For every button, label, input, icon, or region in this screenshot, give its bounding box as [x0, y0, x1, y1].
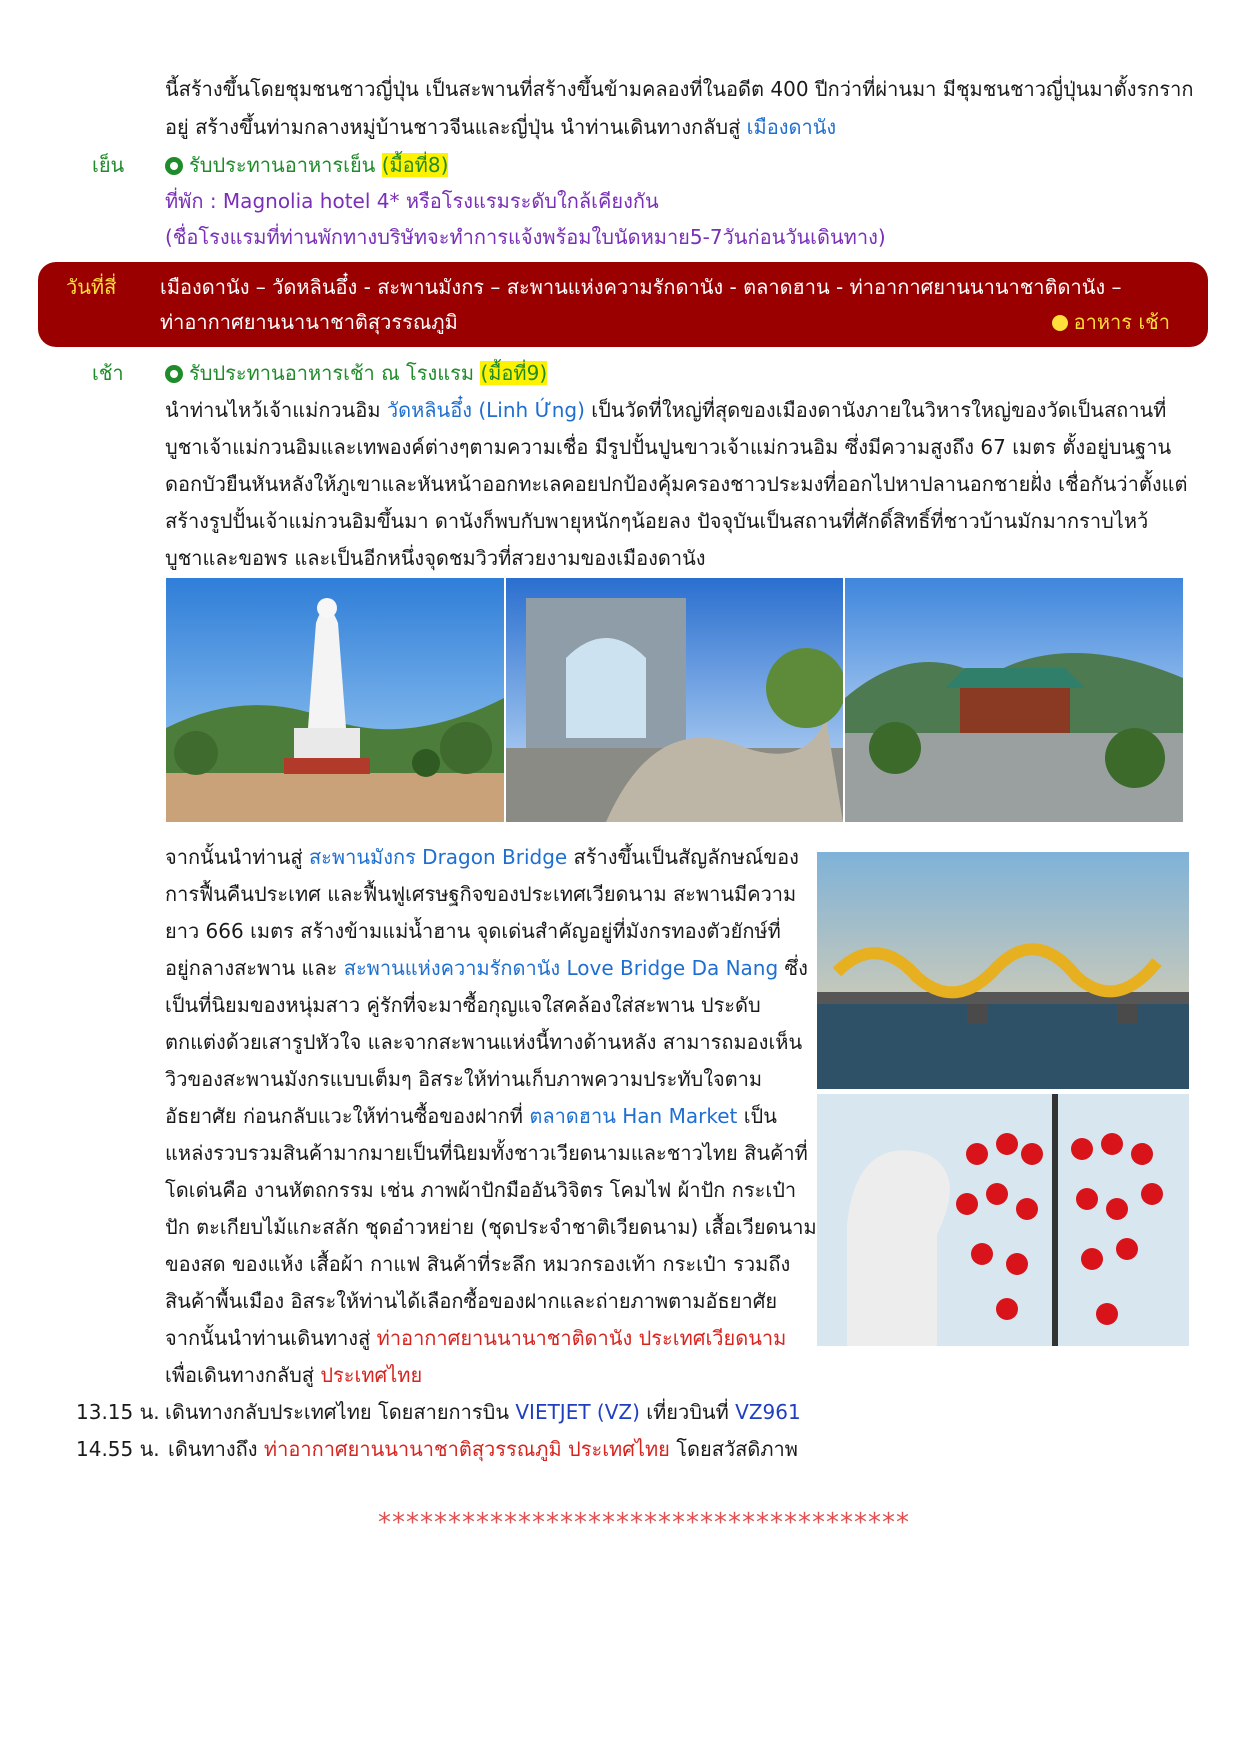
flight-text: เดินทางกลับประเทศไทย โดยสายการบิน — [165, 1400, 516, 1424]
label-morning: เช้า — [92, 361, 124, 385]
love-bridge-hearts-photo — [817, 1094, 1189, 1346]
airline-name: VIETJET (VZ) — [515, 1400, 640, 1424]
day-label: วันที่สี่ — [66, 275, 117, 299]
temple-text: นำท่านไหว้เจ้าแม่กวนอิม — [165, 398, 387, 422]
bridge-line-1 — [165, 840, 799, 874]
bridge-line-7: วิวของสะพานมังกรแบบเต็มๆ อิสระให้ท่านเก็บภาพความประทับใจตาม — [165, 1067, 763, 1091]
flight-time-depart: 13.15 น. — [76, 1400, 160, 1424]
temple-text: เป็นวัดที่ใหญ่ที่สุดของเมืองดานังภายในวิหารใหญ่ของวัดเป็นสถานที่ — [584, 398, 1167, 422]
flight-text: เที่ยวบินที่ — [639, 1400, 736, 1424]
link-love-bridge: สะพานแห่งความรักดานัง Love Bridge Da Nang — [343, 956, 779, 980]
flight-text: โดยสวัสดิภาพ — [669, 1437, 798, 1461]
link-han-market: ตลาดฮาน Han Market — [529, 1104, 738, 1128]
day-header-bar — [38, 262, 1208, 347]
bridge-text: จากนั้นนำท่านสู่ — [165, 845, 309, 869]
guan-yin-statue-photo — [166, 578, 504, 822]
link-thailand: ประเทศไทย — [320, 1363, 423, 1387]
flight-depart — [165, 1395, 801, 1429]
flight-number: VZ961 — [735, 1400, 801, 1424]
bridge-line-9: แหล่งรวบรวมสินค้ามากมายเป็นที่นิยมทั้งชาวเวียดนามและชาวไทย สินค้าที่ — [165, 1141, 808, 1165]
link-suvarnabhumi: ท่าอากาศยานนานาชาติสุวรรณภูมิ ประเทศไทย — [263, 1437, 670, 1461]
bridge-line-5: เป็นที่นิยมของหนุ่มสาว คู่รักที่จะมาซื้อกุญแจใสคล้องใส่สะพาน ประดับ — [165, 993, 761, 1017]
day-meal-text: อาหาร เช้า — [1073, 310, 1170, 334]
flight-arrive — [168, 1432, 798, 1466]
bridge-text: เพื่อเดินทางกลับสู่ — [165, 1363, 321, 1387]
temple-para-3: ดอกบัวยืนหันหลังให้ภูเขาและหันหน้าออกทะเลคอยปกป้องคุ้มครองชาวประมงที่ออกไปหาปลานอกชายฝั่ง เชื่อกันว่าตั้งแต่ — [165, 472, 1188, 496]
morning-meal-text: รับประทานอาหารเช้า ณ โรงแรม — [189, 361, 481, 385]
temple-para-1 — [165, 393, 1166, 427]
bridge-text: อัธยาศัย ก่อนกลับแวะให้ท่านซื้อของฝากที่ — [165, 1104, 530, 1128]
hotel-info: ที่พัก : Magnolia hotel 4* หรือโรงแรมระดับใกล้เคียงกัน — [165, 189, 659, 213]
label-evening: เย็น — [92, 153, 125, 177]
dragon-bridge-photo — [817, 852, 1189, 1089]
link-danang-airport: ท่าอากาศยานนานาชาติดานัง ประเทศเวียดนาม — [376, 1326, 787, 1350]
meal-icon — [165, 157, 183, 175]
bridge-line-15 — [165, 1358, 422, 1392]
bridge-text: อยู่กลางสะพาน และ — [165, 956, 344, 980]
bridge-line-8 — [165, 1099, 777, 1133]
route-line-1: เมืองดานัง – วัดหลินอึ๋ง - สะพานมังกร – สะพานแห่งความรักดานัง - ตลาดฮาน - ท่าอากาศยานนานาชาติดานัง – — [160, 275, 1122, 299]
link-dragon-bridge: สะพานมังกร Dragon Bridge — [308, 845, 568, 869]
star-divider: ************************************** — [378, 1508, 910, 1538]
bridge-text: ซึ่ง — [778, 956, 808, 980]
link-danang: เมืองดานัง — [746, 115, 837, 139]
bridge-line-11: ปัก ตะเกียบไม้แกะสลัก ชุดอ๋าวหย่าย (ชุดประจำชาติเวียดนาม) เสื้อเวียดนาม — [165, 1215, 817, 1239]
intro-line-1: นี้สร้างขึ้นโดยชุมชนชาวญี่ปุ่น เป็นสะพานที่สร้างขึ้นข้ามคลองที่ในอดีต 400 ปีกว่าที่ผ่านมา มีชุมชนชาวญี่ปุ่นมาตั้งรกราก — [165, 77, 1194, 101]
bridge-text: เป็น — [737, 1104, 777, 1128]
link-linh-ung: วัดหลินอึ๋ง (Linh Ứng) — [386, 398, 585, 422]
evening-meal — [165, 148, 448, 182]
temple-gate-dragon-photo — [506, 578, 843, 822]
linh-ung-pagoda-photo — [845, 578, 1183, 822]
route-line-2: ท่าอากาศยานนานาชาติสุวรรณภูมิ — [160, 310, 458, 334]
bridge-line-13: สินค้าพื้นเมือง อิสระให้ท่านได้เลือกซื้อของฝากและถ่ายภาพตามอัธยาศัย — [165, 1289, 778, 1313]
flight-text: เดินทางถึง — [168, 1437, 264, 1461]
hotel-note: (ชื่อโรงแรมที่ท่านพักทางบริษัทจะทำการแจ้งพร้อมใบนัดหมาย5-7วันก่อนวันเดินทาง) — [165, 225, 886, 249]
meal-number-tag: (มื้อที่9) — [480, 361, 548, 385]
meal-number-tag: (มื้อที่8) — [381, 153, 449, 177]
bridge-line-2: การฟื้นคืนประเทศ และฟื้นฟูเศรษฐกิจของประเทศเวียดนาม สะพานมีความ — [165, 882, 797, 906]
bridge-line-10: โดเด่นคือ งานหัตถกรรม เช่น ภาพผ้าปักมืออันวิจิตร โคมไฟ ผ้าปัก กระเป๋า — [165, 1178, 797, 1202]
bridge-line-6: ตกแต่งด้วยเสารูปหัวใจ และจากสะพานแห่งนี้ทางด้านหลัง สามารถมองเห็น — [165, 1030, 803, 1054]
bridge-line-4 — [165, 951, 808, 985]
evening-meal-text: รับประทานอาหารเย็น — [189, 153, 382, 177]
bridge-line-14 — [165, 1321, 786, 1355]
bridge-text: จากนั้นนำท่านเดินทางสู่ — [165, 1326, 377, 1350]
intro-text: อยู่ สร้างขึ้นท่ามกลางหมู่บ้านชาวจีนและญี่ปุ่น นำท่านเดินทางกลับสู่ — [165, 115, 747, 139]
temple-para-2: บูชาเจ้าแม่กวนอิมและเทพองค์ต่างๆตามความเชื่อ มีรูปปั้นปูนขาวเจ้าแม่กวนอิม ซึ่งมีความสูงถึง 67 เมตร ตั้งอยู่บนฐาน — [165, 435, 1172, 459]
temple-para-4: สร้างรูปปั้นเจ้าแม่กวนอิมขึ้นมา ดานังก็พบกับพายุหนักๆน้อยลง ปัจจุบันเป็นสถานที่ศักดิ์สิทธิ์ที่ชาวบ้านมักมากราบไหว้ — [165, 509, 1149, 533]
morning-meal — [165, 356, 547, 390]
flight-time-arrive: 14.55 น. — [76, 1437, 160, 1461]
meal-icon — [165, 365, 183, 383]
bridge-text: สร้างขึ้นเป็นสัญลักษณ์ของ — [567, 845, 799, 869]
day-meal — [1052, 307, 1170, 337]
intro-line-2 — [165, 110, 836, 144]
meal-icon — [1052, 315, 1068, 331]
bridge-line-12: ของสด ของแห้ง เสื้อผ้า กาแฟ สินค้าที่ระลึก หมวกรองเท้า กระเป๋า รวมถึง — [165, 1252, 791, 1276]
temple-para-5: บูชาและขอพร และเป็นอีกหนึ่งจุดชมวิวที่สวยงามของเมืองดานัง — [165, 546, 706, 570]
bridge-line-3: ยาว 666 เมตร สร้างข้ามแม่น้ำฮาน จุดเด่นสำคัญอยู่ที่มังกรทองตัวยักษ์ที่ — [165, 919, 781, 943]
